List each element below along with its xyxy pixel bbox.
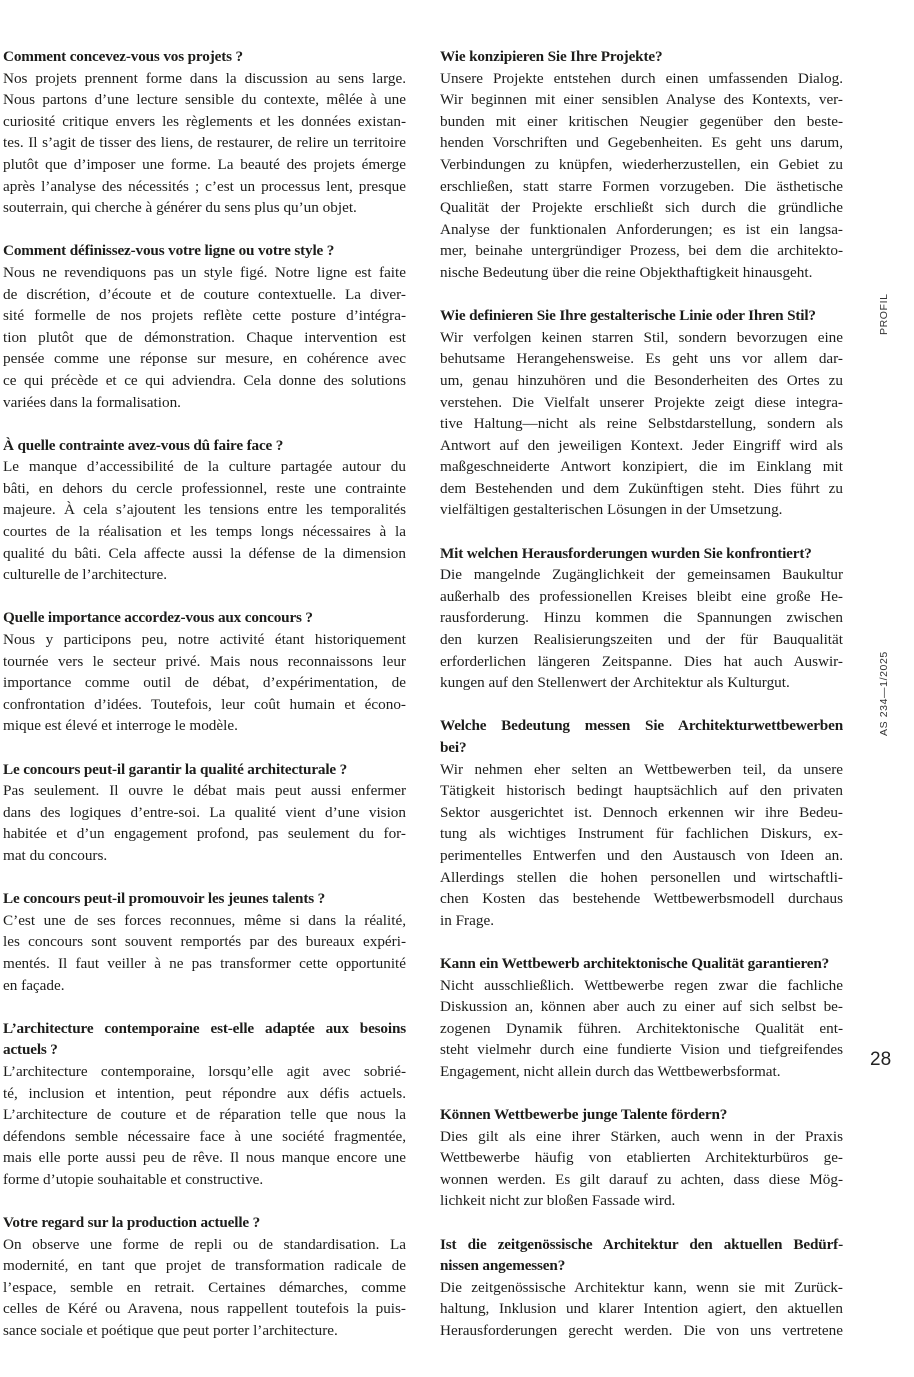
answer-line: Herausforderungen gerecht werden. Die von uns vertretene (440, 1322, 843, 1340)
answer-line: steht vielmehr durch eine fundierte Vision und tiefgreifendes (440, 1041, 843, 1059)
question-heading (440, 46, 843, 68)
answer-line: qualité du bâti. Cela affecte aussi la défense de la dimension (3, 544, 406, 562)
answer-line: um, genau hinzuhören und die Besonderheiten des Ortes zu (440, 371, 843, 389)
answer-line: confrontation d’idées. Toutefois, leur coût humain et écono- (3, 695, 406, 713)
answer-line: variées dans la formalisation. (3, 393, 181, 411)
answer-line: défendons semble nécessaire face à une société fragmentée, (3, 1127, 406, 1145)
answer-line: Allerdings stellen die hohen personellen und wirtschaftli- (440, 868, 843, 886)
qa-block (440, 1104, 843, 1212)
answer-line: zogenen Dynamik führen. Architektonische Qualität ent- (440, 1019, 843, 1037)
answer-paragraph (3, 68, 406, 219)
page-number: 28 (870, 1049, 892, 1070)
answer-line: erschließen, statt starre Formen vorzugeben. Die ästhetische (440, 177, 843, 195)
question-heading (440, 715, 843, 758)
answer-line: wonnen werden. Es gilt darauf zu achten, dass diese Mög- (440, 1170, 843, 1188)
answer-line: vielfältigen gestalterischen Lösungen in der Umsetzung. (440, 501, 783, 519)
answer-line: tive Haltung—nicht als reine Selbstdarstellung, sondern als (440, 415, 843, 433)
answer-line: tion plutôt que de démonstration. Chaque intervention est (3, 328, 406, 346)
qa-block (440, 715, 843, 931)
answer-line: Nicht ausschließlich. Wettbewerbe regen zwar die fachliche (440, 976, 843, 994)
answer-line: bunden mit einer kritischen Neugier gegenüber den beste- (440, 112, 843, 130)
answer-paragraph (3, 1061, 406, 1191)
answer-line: Wir verfolgen keinen starren Stil, sondern bevorzugen eine (440, 328, 843, 346)
section-label: PROFIL (878, 293, 890, 335)
qa-block (3, 240, 406, 413)
answer-line: tung als wichtiges Instrument für fachlichen Diskurs, ex- (440, 825, 843, 843)
answer-line: souterrain, qui cherche à générer du sens plus qu’un objet. (3, 199, 357, 217)
answer-line: On observe une forme de repli ou de standardisation. La (3, 1235, 406, 1253)
answer-paragraph (3, 780, 406, 866)
answer-line: Unsere Projekte entstehen durch einen umfassenden Dialog. (440, 69, 843, 87)
question-line: Wie konzipieren Sie Ihre Projekte? (440, 48, 663, 65)
qa-block (440, 953, 843, 1083)
question-line: Ist die zeitgenössische Architektur den aktuellen Bedürf- (440, 1235, 843, 1253)
answer-paragraph (3, 456, 406, 586)
question-line: Kann ein Wettbewerb architektonische Qualität garantieren? (440, 954, 830, 972)
answer-line: majeure. À cela s’ajoutent les tensions entre les temporalités (3, 501, 406, 519)
answer-line: courtes de la réalisation et les temps longs nécessaires à la (3, 523, 406, 541)
qa-block (440, 1234, 843, 1342)
question-line: actuels ? (3, 1041, 58, 1059)
question-heading (440, 1104, 843, 1126)
qa-block (3, 759, 406, 867)
answer-paragraph (440, 975, 843, 1083)
question-line: L’architecture contemporaine est-elle adaptée aux besoins (3, 1019, 406, 1037)
answer-line: Tätigkeit historisch bedingt hauptsächlich auf den privaten (440, 782, 843, 800)
qa-block (440, 305, 843, 521)
answer-line: rausforderung. Hinzu kommen die Spannungen zwischen (440, 609, 843, 627)
answer-line: tournée vers le secteur privé. Mais nous reconnaissons leur (3, 652, 406, 670)
answer-line: de discrétion, d’écoute et de couture contextuelle. La diver- (3, 285, 406, 303)
answer-line: bâti, en dehors du cercle professionnel, reste une contrainte (3, 479, 406, 497)
answer-line: mat du concours. (3, 846, 108, 864)
answer-line: C’est une de ses forces reconnues, même si dans la réalité, (3, 911, 406, 929)
answer-paragraph (440, 564, 843, 694)
answer-line: en façade. (3, 976, 65, 994)
issue-label: AS 234—1/2025 (878, 651, 890, 736)
question-line: nissen angemessen? (440, 1257, 566, 1275)
question-heading (3, 46, 406, 68)
answer-line: den kurzen Realisierungszeiten und der für Bauqualität (440, 631, 843, 649)
answer-line: modernité, en tant que projet de transformation radicale de (3, 1257, 406, 1275)
answer-line: Die zeitgenössische Architektur kann, wenn sie mit Zurück- (440, 1278, 843, 1296)
answer-line: culturelle de l’architecture. (3, 566, 168, 584)
answer-paragraph (440, 1277, 843, 1342)
question-line: Votre regard sur la production actuelle ? (3, 1214, 261, 1232)
answer-line: Wir beginnen mit einer sensiblen Analyse des Kontexts, ver- (440, 91, 843, 109)
answer-line: Nous partons d’une lecture sensible du contexte, mêlée à une (3, 91, 406, 109)
qa-block (3, 1212, 406, 1342)
qa-block (3, 435, 406, 586)
answer-line: Le manque d’accessibilité de la culture partagée autour du (3, 458, 406, 476)
answer-line: behutsame Herangehensweise. Es geht uns vor allem dar- (440, 350, 843, 368)
question-line: bei? (440, 739, 467, 756)
answer-line: ce qui précède et ce qui adviendra. Cela donne des solutions (3, 371, 406, 389)
answer-line: Wettbewerbe häufig von etablierten Architekturbüros ge- (440, 1149, 843, 1167)
answer-line: außerhalb des professionellen Kreises bleibt eine große He- (440, 587, 843, 605)
qa-block (3, 46, 406, 219)
question-heading (3, 607, 406, 629)
question-line: Mit welchen Herausforderungen wurden Sie konfrontiert? (440, 544, 812, 562)
answer-line: haltung, Inklusion und klarer Intention agiert, den aktuellen (440, 1300, 843, 1318)
answer-line: Qualität der Projekte erschließt sich durch die gründliche (440, 199, 843, 217)
question-heading (440, 305, 843, 327)
answer-line: pensée comme une réponse sur mesure, en cohérence avec (3, 350, 406, 368)
answer-paragraph (440, 68, 843, 284)
question-heading (3, 1018, 406, 1061)
question-heading (440, 543, 843, 565)
answer-line: Nous ne revendiquons pas un style figé. Notre ligne est faite (3, 263, 406, 281)
answer-line: Pas seulement. Il ouvre le débat mais peut aussi enfermer (3, 782, 406, 800)
answer-line: kungen auf den Stellenwert der Architektur als Kulturgut. (440, 674, 790, 692)
answer-paragraph (440, 759, 843, 932)
answer-paragraph (3, 1234, 406, 1342)
question-heading (3, 240, 406, 262)
answer-line: Engagement, nicht allein durch das Wettbewerbsformat. (440, 1062, 781, 1080)
answer-line: dem Bestehenden und dem Zukünftigen steht. Dies führt zu (440, 479, 843, 497)
answer-line: mais elle porte aussi peu de rêve. Il nous manque encore une (3, 1149, 406, 1167)
french-column (3, 46, 406, 1363)
answer-line: habitée et d’un engagement profond, pas seulement du for- (3, 825, 406, 843)
answer-line: Die mangelnde Zugänglichkeit der gemeinsamen Baukultur (440, 566, 843, 584)
question-heading (3, 435, 406, 457)
qa-block (3, 607, 406, 737)
answer-line: chen Kosten das bestehende Wettbewerbsmodell durchaus (440, 890, 843, 908)
answer-line: Sektor ausgerichtet ist. Dennoch erkennen wir ihre Bedeu- (440, 803, 843, 821)
answer-line: verstehen. Die Vielfalt unserer Projekte zeigt diese integra- (440, 393, 843, 411)
question-line: Wie definieren Sie Ihre gestalterische Linie oder Ihren Stil? (440, 307, 816, 325)
question-line: Können Wettbewerbe junge Talente fördern? (440, 1106, 728, 1124)
question-heading (3, 1212, 406, 1234)
answer-line: celles de Kéré ou Aravena, nous rappellent toutefois la puis- (3, 1300, 406, 1318)
question-line: Welche Bedeutung messen Sie Architekturwettbewerben (440, 717, 843, 735)
question-line: À quelle contrainte avez-vous dû faire face ? (3, 436, 284, 454)
answer-line: tes. Il s’agit de tisser des liens, de restaurer, de relire un territoire (3, 134, 406, 152)
answer-line: plutôt que d’imposer une forme. La beauté des projets émerge (3, 155, 406, 173)
answer-paragraph (440, 1126, 843, 1212)
answer-line: henden Vorschriften und Gegebenheiten. Es geht uns darum, (440, 134, 843, 152)
qa-block (3, 1018, 406, 1191)
answer-line: Verbindungen zu knüpfen, wiederherzustellen, ein Gebiet zu (440, 155, 843, 173)
answer-line: Analyse der funktionalen Anforderungen; es ist ein langsa- (440, 220, 843, 238)
question-heading (440, 1234, 843, 1277)
qa-block (440, 543, 843, 694)
question-heading (440, 953, 843, 975)
answer-line: forme d’utopie souhaitable et constructive. (3, 1170, 264, 1188)
qa-block (3, 888, 406, 996)
answer-line: sance sociale et poétique que peut porter l’architecture. (3, 1322, 338, 1340)
answer-line: mentés. Il faut veiller à ne pas transformer cette opportunité (3, 954, 406, 972)
answer-line: les concours sont souvent remportés par des bureaux expéri- (3, 933, 406, 951)
answer-line: lichkeit nicht zur bloßen Fassade wird. (440, 1192, 676, 1210)
answer-line: té, inclusion et intention, peut répondre aux défis actuels. (3, 1084, 406, 1102)
question-line: Quelle importance accordez-vous aux concours ? (3, 609, 313, 627)
question-line: Le concours peut-il garantir la qualité architecturale ? (3, 760, 348, 778)
question-heading (3, 888, 406, 910)
answer-line: in Frage. (440, 911, 494, 929)
answer-line: erforderlichen längeren Zeitspanne. Dies hat auch Auswir- (440, 652, 843, 670)
answer-line: dans des logiques d’entre-soi. La qualité vient d’une vision (3, 803, 406, 821)
german-column (440, 46, 843, 1363)
answer-line: maßgeschneiderte Antwort konzipiert, die im Einklang mit (440, 458, 843, 476)
answer-line: Antwort auf den jeweiligen Kontext. Jeder Eingriff wird als (440, 436, 843, 454)
answer-paragraph (440, 327, 843, 521)
answer-line: Dies gilt als eine ihrer Stärken, auch wenn in der Praxis (440, 1127, 843, 1145)
answer-line: Wir nehmen eher selten an Wettbewerben teil, da unsere (440, 760, 843, 778)
answer-line: L’architecture de couture et de réparation telle que nous la (3, 1106, 406, 1124)
qa-block (440, 46, 843, 284)
answer-line: Nous y participons peu, notre activité étant historiquement (3, 631, 406, 649)
answer-line: sité formelle de nos projets reflète cette posture d’intégra- (3, 307, 406, 325)
question-line: Le concours peut-il promouvoir les jeunes talents ? (3, 890, 326, 908)
answer-line: Nos projets prennent forme dans la discussion au sens large. (3, 69, 406, 87)
answer-paragraph (3, 910, 406, 996)
answer-line: mer, beinahe untergründiger Prozess, bei dem die architekto- (440, 242, 843, 260)
answer-line: nische Bedeutung über die reine Objekthaftigkeit hinausgeht. (440, 263, 813, 281)
answer-line: après l’analyse des nécessités ; c’est un processus lent, presque (3, 177, 406, 195)
question-heading (3, 759, 406, 781)
answer-line: curiosité critique envers les règlements et les données existan- (3, 112, 406, 130)
answer-line: Diskussion an, können aber auch zu einer auf sich selbst be- (440, 998, 843, 1016)
answer-paragraph (3, 262, 406, 413)
answer-line: perimentelles Entwerfen und den Austausch von Ideen an. (440, 846, 843, 864)
answer-line: L’architecture contemporaine, lorsqu’elle agit avec sobrié- (3, 1062, 406, 1080)
answer-line: importance comme outil de débat, d’expérimentation, de (3, 674, 406, 692)
answer-line: l’espace, semble en retrait. Certaines démarches, comme (3, 1278, 406, 1296)
answer-paragraph (3, 629, 406, 737)
question-line: Comment définissez-vous votre ligne ou votre style ? (3, 242, 335, 260)
answer-line: mique est élevé et interroge le modèle. (3, 717, 238, 735)
question-line: Comment concevez-vous vos projets ? (3, 48, 243, 65)
